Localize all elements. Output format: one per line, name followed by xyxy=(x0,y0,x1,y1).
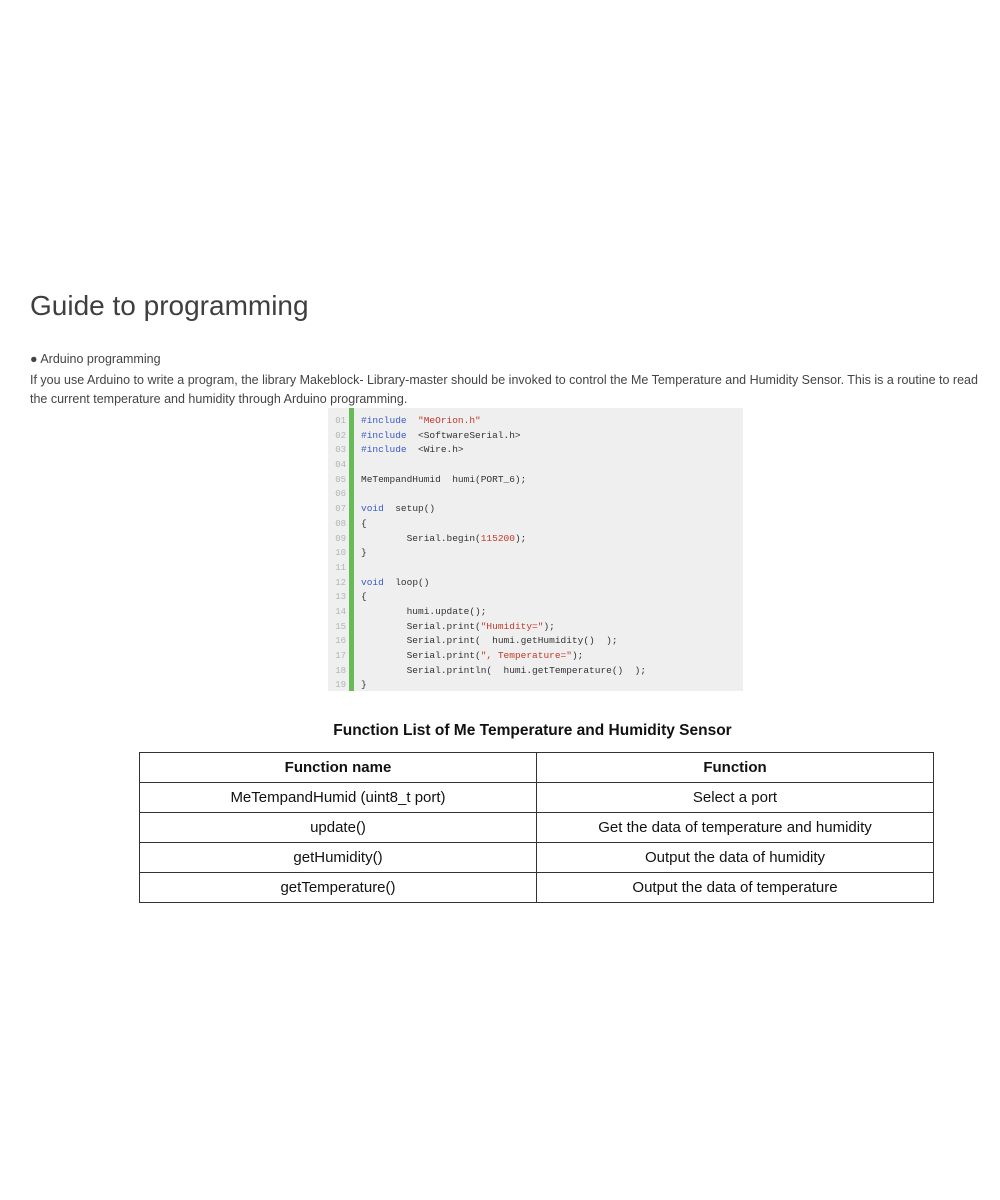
code-line-number: 19 xyxy=(335,680,346,691)
code-token: Serial.print( humi.getHumidity() ); xyxy=(361,635,618,647)
code-line xyxy=(361,605,646,620)
section-bullet: ● Arduino programming xyxy=(30,352,161,366)
code-line xyxy=(361,487,646,502)
code-token: #include xyxy=(361,444,407,456)
code-line-number: 09 xyxy=(335,533,346,544)
code-token: void xyxy=(361,576,384,588)
code-token: MeTempandHumid humi(PORT_6); xyxy=(361,473,527,485)
code-token: loop() xyxy=(383,576,430,588)
code-token: ); xyxy=(543,620,555,632)
table-title: Function List of Me Temperature and Humidity Sensor xyxy=(333,722,732,739)
code-token: setup() xyxy=(383,503,436,515)
code-line-number: 07 xyxy=(335,504,346,515)
code-token: #include xyxy=(361,415,407,426)
code-line-number: 06 xyxy=(335,489,346,500)
code-line xyxy=(361,576,646,591)
code-line-number: 11 xyxy=(335,562,346,573)
code-line xyxy=(361,664,646,679)
code-line-number: 03 xyxy=(335,445,346,456)
code-line xyxy=(361,502,646,517)
intro-paragraph: If you use Arduino to write a program, the library Makeblock- Library-master should be invoked to control the Me Temperature and Humidity Sensor. This is a routine to read the current temperature and humidity through Arduino programming. xyxy=(30,373,978,406)
function-desc-cell: Select a port xyxy=(537,783,934,813)
code-line-number: 15 xyxy=(335,621,346,632)
code-line-number: 08 xyxy=(335,518,346,529)
code-line xyxy=(361,546,646,561)
code-line xyxy=(361,443,646,458)
code-accent-bar xyxy=(349,408,354,691)
code-token: "Humidity=" xyxy=(480,620,544,632)
code-token: } xyxy=(361,679,367,691)
code-line-number: 13 xyxy=(335,592,346,603)
table-row xyxy=(140,873,934,903)
code-line xyxy=(361,473,646,488)
code-line-numbers xyxy=(328,414,346,691)
code-line xyxy=(361,634,646,649)
code-line-number: 14 xyxy=(335,606,346,617)
code-token: Serial.begin( xyxy=(361,532,481,544)
code-token: <Wire.h> xyxy=(406,444,464,456)
code-line xyxy=(361,590,646,605)
code-line xyxy=(361,517,646,532)
code-line-number: 18 xyxy=(335,665,346,676)
code-line xyxy=(361,620,646,635)
code-token xyxy=(407,415,418,426)
code-line-number: 17 xyxy=(335,651,346,661)
function-name-cell: getTemperature() xyxy=(140,873,537,903)
code-token: { xyxy=(361,517,367,529)
code-line xyxy=(361,561,646,576)
code-token: Serial.print( xyxy=(361,650,481,661)
code-token: ", Temperature=" xyxy=(480,650,572,661)
table-row xyxy=(140,813,934,843)
function-desc-cell: Get the data of temperature and humidity xyxy=(537,813,934,843)
code-lines xyxy=(361,414,646,691)
code-line xyxy=(361,414,646,429)
code-line xyxy=(361,429,646,444)
code-token: Serial.print( xyxy=(361,620,481,632)
code-line-number: 02 xyxy=(335,430,346,441)
code-token: { xyxy=(361,591,367,603)
code-sample xyxy=(328,408,743,691)
code-token: 115200 xyxy=(480,532,515,544)
code-token: ); xyxy=(514,532,527,544)
table-header-row xyxy=(140,753,934,783)
code-token: Serial.println( humi.getTemperature() ); xyxy=(361,664,647,676)
function-name-cell: getHumidity() xyxy=(140,843,537,873)
table-row xyxy=(140,783,934,813)
code-line-number: 10 xyxy=(335,548,346,559)
code-token: #include xyxy=(361,429,407,441)
code-line xyxy=(361,458,646,473)
code-line-number: 16 xyxy=(335,636,346,647)
function-name-cell: update() xyxy=(140,813,537,843)
code-token: humi.update(); xyxy=(361,605,487,617)
page-heading: Guide to programming xyxy=(30,290,309,321)
table-row xyxy=(140,843,934,873)
code-token: void xyxy=(361,503,384,515)
code-line xyxy=(361,678,646,691)
function-desc-cell: Output the data of humidity xyxy=(537,843,934,873)
function-name-cell: MeTempandHumid (uint8_t port) xyxy=(140,783,537,813)
function-table xyxy=(139,752,934,903)
header-function-name: Function name xyxy=(140,753,537,783)
header-function: Function xyxy=(537,753,934,783)
code-line-number: 05 xyxy=(335,474,346,485)
code-token: } xyxy=(361,547,367,559)
code-line xyxy=(361,532,646,547)
code-token: ); xyxy=(571,650,584,661)
code-token: <SoftwareSerial.h> xyxy=(406,429,521,441)
code-line-number: 12 xyxy=(335,577,346,588)
function-desc-cell: Output the data of temperature xyxy=(537,873,934,903)
code-line-number: 01 xyxy=(335,416,346,426)
code-line-number: 04 xyxy=(335,460,346,471)
code-token: "MeOrion.h" xyxy=(418,415,481,426)
code-line xyxy=(361,649,646,664)
